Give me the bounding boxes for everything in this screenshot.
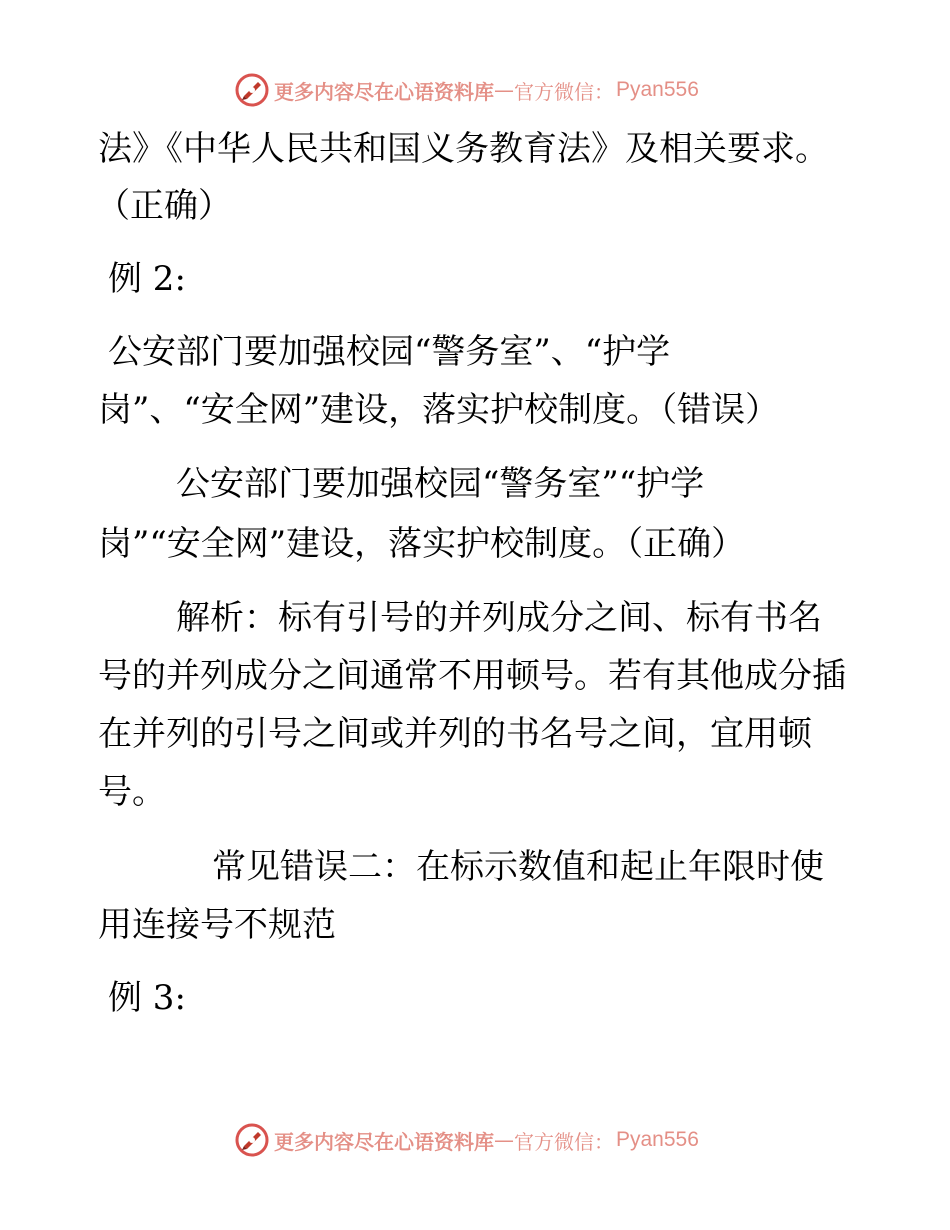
text-line: 在并列的引号之间或并列的书名号之间，宜用顿 <box>98 714 812 754</box>
text-line: 法》《中华人民共和国义务教育法》及相关要求。 <box>98 129 829 169</box>
logo-icon <box>234 1122 270 1158</box>
text-line: 公安部门要加强校园“警务室”、“护学 <box>108 332 671 372</box>
watermark-text: 更多内容尽在心语资料库 <box>274 1129 494 1154</box>
text-line: 例 2: <box>108 259 186 299</box>
watermark-sub: 官方微信： <box>514 79 614 104</box>
text-line: 例 3: <box>108 978 186 1018</box>
watermark-id: Pyan556 <box>616 1128 699 1151</box>
watermark-dash: — <box>494 1128 514 1152</box>
text-line: 号的并列成分之间通常不用顿号。若有其他成分插 <box>98 656 846 696</box>
watermark-sub: 官方微信： <box>514 1129 614 1154</box>
watermark-banner-bottom <box>234 1120 699 1160</box>
text-line: 公安部门要加强校园“警务室”“护学 <box>176 464 705 504</box>
text-line: 常见错误二：在标示数值和起止年限时使 <box>212 847 824 887</box>
watermark-id: Pyan556 <box>616 78 699 101</box>
watermark-banner-top <box>234 70 699 110</box>
text-line: （正确） <box>96 186 232 226</box>
watermark-text: 更多内容尽在心语资料库 <box>274 79 494 104</box>
logo-icon <box>234 72 270 108</box>
text-line: 解析：标有引号的并列成分之间、标有书名 <box>176 598 822 638</box>
watermark-dash: — <box>494 78 514 102</box>
text-line: 岗”、“安全网”建设，落实护校制度。（错误） <box>98 390 780 430</box>
text-line: 岗”“安全网”建设，落实护校制度。（正确） <box>98 524 746 564</box>
text-line: 号。 <box>98 772 166 812</box>
text-line: 用连接号不规范 <box>98 905 336 945</box>
